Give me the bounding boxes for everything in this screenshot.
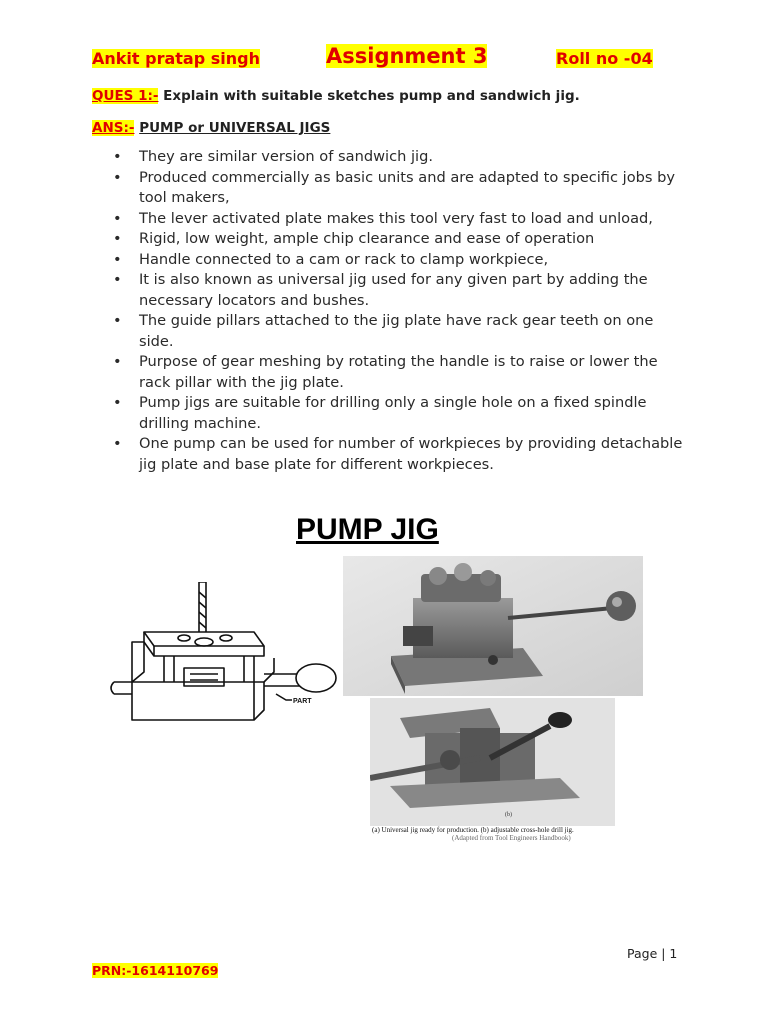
question-label: QUES 1:-: [92, 88, 159, 104]
list-item: • One pump can be used for number of workpieces by providing detachable jig plate and base plate for different workpieces.: [112, 434, 692, 475]
question-text: Explain with suitable sketches pump and sandwich jig.: [158, 88, 580, 104]
universal-jig-photo: [343, 556, 643, 696]
pump-jig-sketch: [104, 582, 344, 722]
roll-number: Roll no -04: [556, 49, 653, 68]
list-item: • Rigid, low weight, ample chip clearance and ease of operation: [112, 229, 692, 250]
author-name: Ankit pratap singh: [92, 49, 260, 68]
answer-line: [92, 120, 330, 136]
part-label: PART: [293, 698, 312, 705]
list-item: • Purpose of gear meshing by rotating the handle is to raise or lower the rack pillar with the jig plate.: [112, 352, 692, 393]
list-item: • They are similar version of sandwich jig.: [112, 147, 692, 168]
list-item: • Handle connected to a cam or rack to clamp workpiece,: [112, 250, 692, 271]
list-item: • Pump jigs are suitable for drilling only a single hole on a fixed spindle drilling machine.: [112, 393, 692, 434]
caption-line-1: (a) Universal jig ready for production. (b) adjustable cross-hole drill jig.: [372, 826, 574, 834]
cross-hole-jig-photo: [370, 698, 615, 826]
figure-caption: [372, 826, 622, 842]
question-line: [92, 88, 580, 104]
bullet-list: [112, 147, 692, 475]
caption-line-2: (Adapted from Tool Engineers Handbook): [452, 834, 571, 842]
page-number: Page | 1: [627, 946, 678, 961]
page-title: Assignment 3: [326, 44, 488, 68]
answer-label: ANS:-: [92, 120, 135, 136]
answer-heading: PUMP or UNIVERSAL JIGS: [139, 120, 331, 136]
photo-b-label: (b): [505, 812, 512, 818]
list-item: • The guide pillars attached to the jig plate have rack gear teeth on one side.: [112, 311, 692, 352]
figure-title: PUMP JIG: [296, 513, 439, 546]
list-item: • It is also known as universal jig used for any given part by adding the necessary locators and bushes.: [112, 270, 692, 311]
list-item: • The lever activated plate makes this tool very fast to load and unload,: [112, 209, 692, 230]
prn-number: PRN:-1614110769: [92, 963, 219, 978]
list-item: • Produced commercially as basic units and are adapted to specific jobs by tool makers,: [112, 168, 692, 209]
